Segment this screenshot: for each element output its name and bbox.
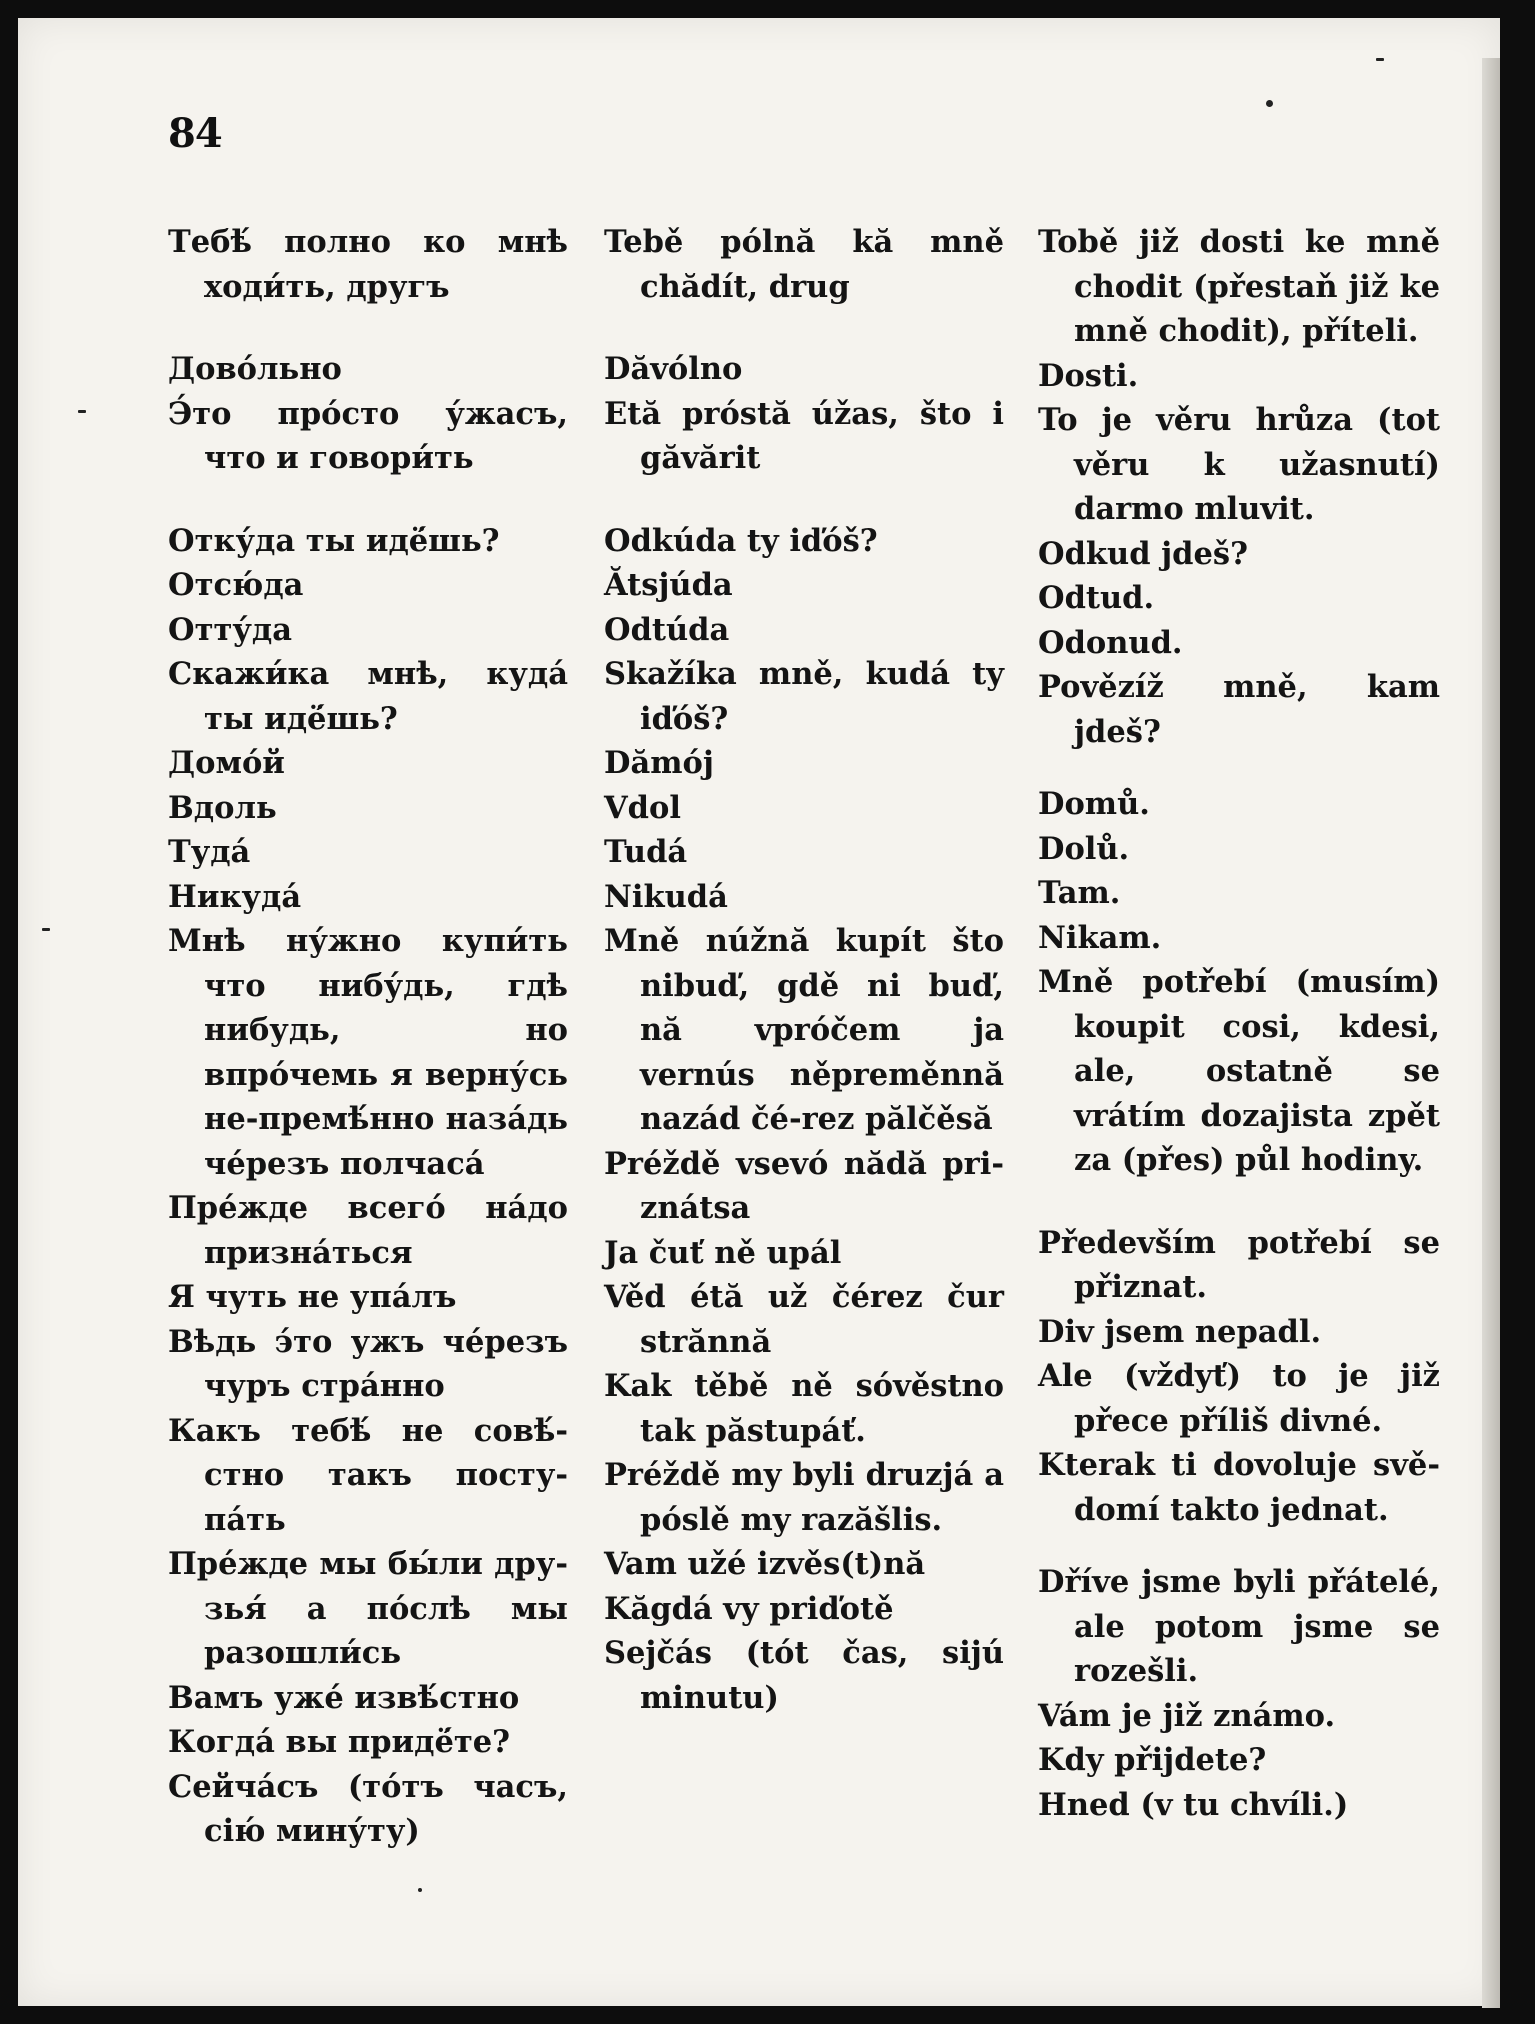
transliteration-entry: Préždě vsevó nădă pri-znátsa (604, 1145, 1004, 1226)
transliteration-entry: Ătsjúda (604, 567, 733, 603)
czech-entry: Tobě již dosti ke mně chodit (přestaň již ke mně chodit), příteli. (1038, 224, 1440, 349)
transliteration-entry: Sejčás (tót čas, sijú minutu) (604, 1635, 1004, 1716)
transliteration-entry: Préždě my byli druzjá a póslě my razăšlis. (604, 1457, 1004, 1538)
czech-entry: Odkud jdeš? (1038, 535, 1248, 572)
transliteration-entry: Vam užé izvěs(t)nă (604, 1546, 926, 1582)
russian-entry: Пре́жде всего́ на́до призна́ться (168, 1190, 568, 1271)
transliteration-column (604, 220, 1004, 1720)
russian-entry: Отку́да ты идё́шь? (168, 522, 500, 559)
russian-entry: Отту́да (168, 611, 292, 648)
scan-speck (418, 1888, 422, 1892)
russian-entry: Вамъ уже́ извѣ́стно (168, 1679, 520, 1716)
transliteration-entry: Odtúda (604, 611, 730, 648)
czech-entry: Vám je již známo. (1038, 1697, 1336, 1734)
russian-entry: Туда́ (168, 834, 251, 870)
russian-entry: Я чуть не упа́лъ (168, 1279, 457, 1315)
transliteration-entry: Mně núžnă kupít što nibuď, gdě ni buď, nă vpróčem ja vernús něpreměnnă nazád čé-rez pălčěsă (604, 923, 1004, 1137)
czech-entry: Dříve jsme byli přátelé, ale potom jsme se rozešli. (1038, 1564, 1440, 1689)
russian-entry: Скажи́ка мнѣ, куда́ ты идё́шь? (168, 656, 568, 737)
czech-column (1038, 220, 1440, 1827)
transliteration-entry: Ja čuť ně upál (604, 1234, 842, 1271)
transliteration-entry: Tebě pólnă kă mně chădít, drug (604, 224, 1004, 305)
scan-speck (1266, 100, 1273, 107)
czech-entry: Hned (v tu chvíli.) (1038, 1786, 1349, 1823)
russian-entry: Мнѣ ну́жно купи́ть что нибу́дь, гдѣ нибудь, но впро́чемь я верну́сь не-премѣ́нно наза́дь че́резъ полчаса́ (168, 923, 568, 1182)
czech-entry: Především potřebí se přiznat. (1038, 1224, 1440, 1305)
czech-entry: Odtud. (1038, 580, 1155, 616)
russian-entry: Домо́й (168, 745, 285, 781)
russian-entry: Какъ тебѣ́ не совѣ́-стно такъ посту-па́ть (168, 1412, 568, 1538)
czech-entry: Povězíž mně, kam jdeš? (1038, 669, 1440, 750)
czech-entry: Dolů. (1038, 830, 1130, 867)
transliteration-entry: Dăvólno (604, 351, 743, 387)
czech-entry: To je věru hrůza (tot věru k užasnutí) darmo mluvit. (1038, 402, 1440, 527)
transliteration-entry: Tudá (604, 834, 688, 870)
czech-entry: Odonud. (1038, 624, 1183, 661)
page-number: 84 (168, 110, 222, 157)
page-edge (1482, 58, 1500, 2008)
russian-entry: Дово́льно (168, 351, 342, 387)
czech-entry: Dosti. (1038, 357, 1139, 394)
transliteration-entry: Etă próstă úžas, što i găvărit (604, 395, 1004, 476)
czech-entry: Kdy přijdete? (1038, 1742, 1267, 1778)
czech-entry: Nikam. (1038, 919, 1162, 956)
russian-column (168, 220, 568, 1854)
russian-entry: Пре́жде мы бы́ли дру-зья́ а по́слѣ мы разошли́сь (168, 1546, 568, 1671)
transliteration-entry: Odkúda ty iďóš? (604, 522, 878, 559)
transliteration-entry: Kak těbě ně sóvěstno tak păstupáť. (604, 1368, 1004, 1449)
transliteration-entry: Věd étă už čérez čur strănnă (604, 1279, 1004, 1360)
russian-entry: Вдоль (168, 789, 277, 826)
transliteration-entry: Skažíka mně, kudá ty iďóš? (604, 656, 1004, 737)
russian-entry: Вѣдь э́то ужъ че́резъ чуръ стра́нно (168, 1323, 568, 1404)
russian-entry: Никуда́ (168, 878, 302, 915)
russian-entry: Э́то про́сто у́жасъ, что и говори́ть (168, 395, 568, 476)
russian-entry: Когда́ вы придё́те? (168, 1724, 511, 1760)
russian-entry: Тебѣ́ полно ко мнѣ ходи́ть, другъ (168, 224, 568, 305)
transliteration-entry: Vdol (604, 789, 681, 826)
scanned-page (18, 18, 1500, 2006)
scan-speck (42, 928, 50, 931)
russian-entry: Сейча́съ (то́тъ часъ, сію́ мину́ту) (168, 1768, 568, 1849)
scan-speck (1376, 58, 1384, 61)
czech-entry: Div jsem nepadl. (1038, 1313, 1322, 1350)
czech-entry: Tam. (1038, 875, 1121, 911)
russian-entry: Отсю́да (168, 567, 304, 603)
transliteration-entry: Kăgdá vy priďotě (604, 1590, 894, 1627)
scan-speck (78, 410, 86, 413)
transliteration-entry: Nikudá (604, 878, 728, 915)
transliteration-entry: Dămój (604, 745, 714, 781)
czech-entry: Kterak ti dovoluje svě-domí takto jednat. (1038, 1447, 1440, 1528)
czech-entry: Mně potřebí (musím) koupit cosi, kdesi, ale, ostatně se vrátím dozajista zpět za (přes) půl hodiny. (1038, 964, 1440, 1178)
czech-entry: Domů. (1038, 786, 1150, 822)
czech-entry: Ale (vždyť) to je již přece příliš divné. (1038, 1358, 1440, 1439)
